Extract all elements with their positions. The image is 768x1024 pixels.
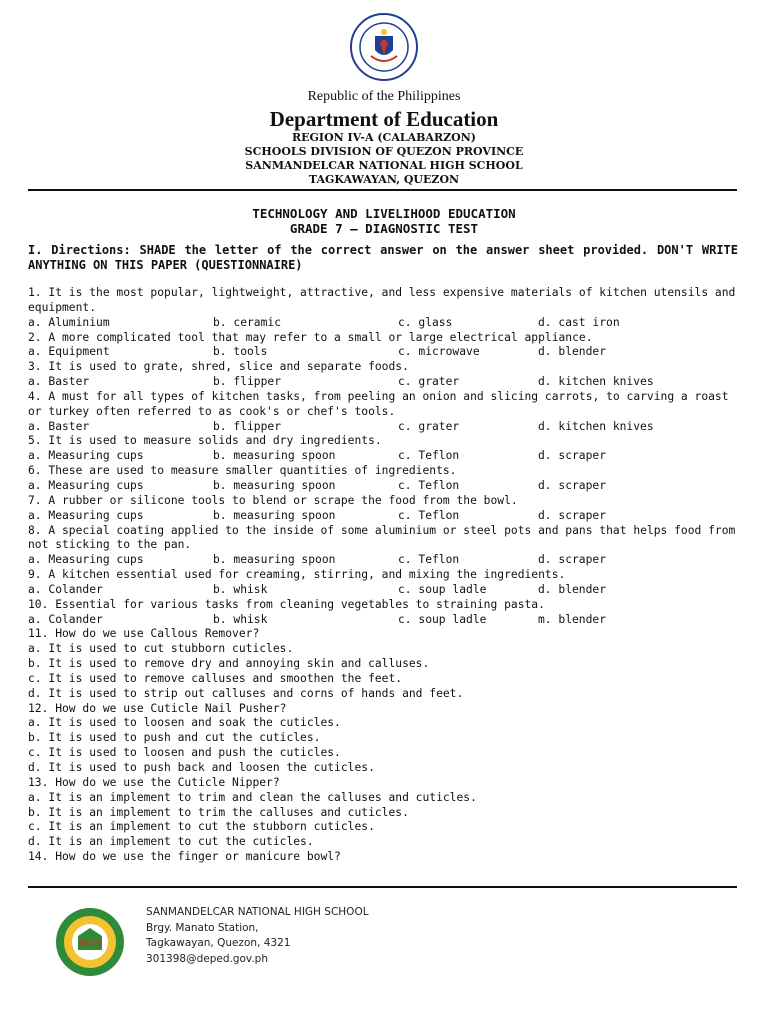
answer-option: c. Teflon <box>398 508 460 522</box>
answer-option: a. Measuring cups <box>28 553 144 567</box>
answer-options-row <box>28 316 738 331</box>
answer-option: c. It is used to remove calluses and smoothen the feet. <box>28 671 403 685</box>
answer-option: c. glass <box>398 315 453 329</box>
answer-option: b. measuring spoon <box>213 553 336 567</box>
answer-option: a. Colander <box>28 612 103 626</box>
footer-contact <box>146 905 369 967</box>
answer-option: a. Measuring cups <box>28 478 144 492</box>
answer-option: d. It is used to strip out calluses and corns of hands and feet. <box>28 686 464 700</box>
division-text: SCHOOLS DIVISION OF QUEZON PROVINCE <box>244 145 524 158</box>
answer-option: c. Teflon <box>398 478 460 492</box>
answer-options-row <box>28 375 738 390</box>
answer-options-row <box>28 479 738 494</box>
question-text: 2. A more complicated tool that may refer to a small or large electrical appliance. <box>28 330 593 344</box>
question-text: 9. A kitchen essential used for creaming, stirring, and mixing the ingredients. <box>28 568 566 582</box>
answer-option: c. soup ladle <box>398 582 487 596</box>
answer-option: d. blender <box>538 582 607 596</box>
directions-text: I. Directions: SHADE the letter of the correct answer on the answer sheet provided. DON'T WRITE ANYTHING ON THIS PAPER (QUESTIONNAIRE) <box>28 243 738 272</box>
footer-address-line1: Brgy. Manato Station, <box>146 921 259 934</box>
answer-option: b. measuring spoon <box>213 508 336 522</box>
question-text: 10. Essential for various tasks from cleaning vegetables to straining pasta. <box>28 597 545 611</box>
answer-option: b. ceramic <box>213 315 282 329</box>
answer-option: b. tools <box>213 345 268 359</box>
answer-option: a. It is an implement to trim and clean the calluses and cuticles. <box>28 790 477 804</box>
subject-title: TECHNOLOGY AND LIVELIHOOD EDUCATION <box>252 206 516 221</box>
answer-option: d. scraper <box>538 553 607 567</box>
question-text: 5. It is used to measure solids and dry ingredients. <box>28 434 382 448</box>
answer-option: c. grater <box>398 375 460 389</box>
answer-option: a. It is used to loosen and soak the cuticles. <box>28 716 341 730</box>
footer-school-name: SANMANDELCAR NATIONAL HIGH SCHOOL <box>146 906 369 918</box>
footer-email: 301398@deped.gov.ph <box>146 952 268 965</box>
answer-options-row <box>28 583 738 598</box>
question-text: 12. How do we use Cuticle Nail Pusher? <box>28 701 287 715</box>
town-text: TAGKAWAYAN, QUEZON <box>308 173 460 186</box>
answer-option: d. blender <box>538 345 607 359</box>
answer-option: b. whisk <box>213 582 268 596</box>
answer-option: a. Measuring cups <box>28 508 144 522</box>
answer-option: a. Equipment <box>28 345 110 359</box>
question-list <box>28 286 738 865</box>
republic-text: Republic of the Philippines <box>307 89 461 104</box>
footer-divider <box>28 886 737 888</box>
question-text: 4. A must for all types of kitchen tasks, from peeling an onion and slicing carrots, to carving a roast or turkey often referred to as cook's or chef's tools. <box>28 389 729 418</box>
answer-option: d. scraper <box>538 449 607 463</box>
answer-option: c. Teflon <box>398 553 460 567</box>
header-divider <box>28 189 737 191</box>
answer-option: c. Teflon <box>398 449 460 463</box>
answer-option: c. It is used to loosen and push the cuticles. <box>28 746 341 760</box>
question-text: 3. It is used to grate, shred, slice and separate foods. <box>28 360 409 374</box>
test-title: GRADE 7 – DIAGNOSTIC TEST <box>289 221 479 236</box>
question-text: 6. These are used to measure smaller quantities of ingredients. <box>28 464 457 478</box>
answer-option: d. kitchen knives <box>538 419 654 433</box>
answer-options-row <box>28 509 738 524</box>
answer-options-row <box>28 613 738 628</box>
answer-options-row <box>28 449 738 464</box>
answer-option: a. Measuring cups <box>28 449 144 463</box>
answer-option: d. scraper <box>538 478 607 492</box>
answer-options-row <box>28 345 738 360</box>
region-text: REGION IV-A (CALABARZON) <box>292 131 476 144</box>
answer-option: d. It is an implement to cut the cuticles. <box>28 835 314 849</box>
answer-option: a. Baster <box>28 419 90 433</box>
answer-option: b. whisk <box>213 612 268 626</box>
answer-option: c. It is an implement to cut the stubborn cuticles. <box>28 820 375 834</box>
question-text: 13. How do we use the Cuticle Nipper? <box>28 775 280 789</box>
answer-option: a. Baster <box>28 375 90 389</box>
answer-option: c. microwave <box>398 345 480 359</box>
answer-option: a. Colander <box>28 582 103 596</box>
answer-option: b. It is used to remove dry and annoying skin and calluses. <box>28 657 430 671</box>
footer-address-line2: Tagkawayan, Quezon, 4321 <box>146 937 291 949</box>
question-text: 7. A rubber or silicone tools to blend or scrape the food from the bowl. <box>28 493 518 507</box>
department-title: Department of Education <box>269 107 499 131</box>
answer-option: d. It is used to push back and loosen the cuticles. <box>28 761 375 774</box>
answer-option: b. It is used to push and cut the cuticles. <box>28 731 321 745</box>
answer-option: c. grater <box>398 419 460 433</box>
answer-option: b. measuring spoon <box>213 478 336 492</box>
answer-option: b. flipper <box>213 419 282 433</box>
school-name: SANMANDELCAR NATIONAL HIGH SCHOOL <box>245 159 523 172</box>
question-text: 11. How do we use Callous Remover? <box>28 627 260 641</box>
answer-option: d. kitchen knives <box>538 375 654 389</box>
answer-option: a. It is used to cut stubborn cuticles. <box>28 642 294 656</box>
answer-option: d. cast iron <box>538 315 620 329</box>
question-text: 8. A special coating applied to the inside of some aluminium or steel pots and pans that helps food from not sticking to the pan. <box>28 523 736 552</box>
answer-option: b. It is an implement to trim the calluses and cuticles. <box>28 805 409 819</box>
answer-options-row <box>28 553 738 568</box>
answer-option: d. scraper <box>538 508 607 522</box>
school-logo <box>45 906 135 978</box>
answer-options-row <box>28 420 738 435</box>
question-text: 14. How do we use the finger or manicure bowl? <box>28 850 341 864</box>
school-logo-text: DLCS <box>78 939 102 948</box>
answer-option: c. soup ladle <box>398 612 487 626</box>
question-text: 1. It is the most popular, lightweight, attractive, and less expensive materials of kitchen utensils and equipment. <box>28 286 736 314</box>
answer-option: m. blender <box>538 612 607 626</box>
answer-option: a. Aluminium <box>28 315 110 329</box>
answer-option: b. flipper <box>213 375 282 389</box>
answer-option: b. measuring spoon <box>213 449 336 463</box>
deped-seal-logo <box>349 12 419 82</box>
